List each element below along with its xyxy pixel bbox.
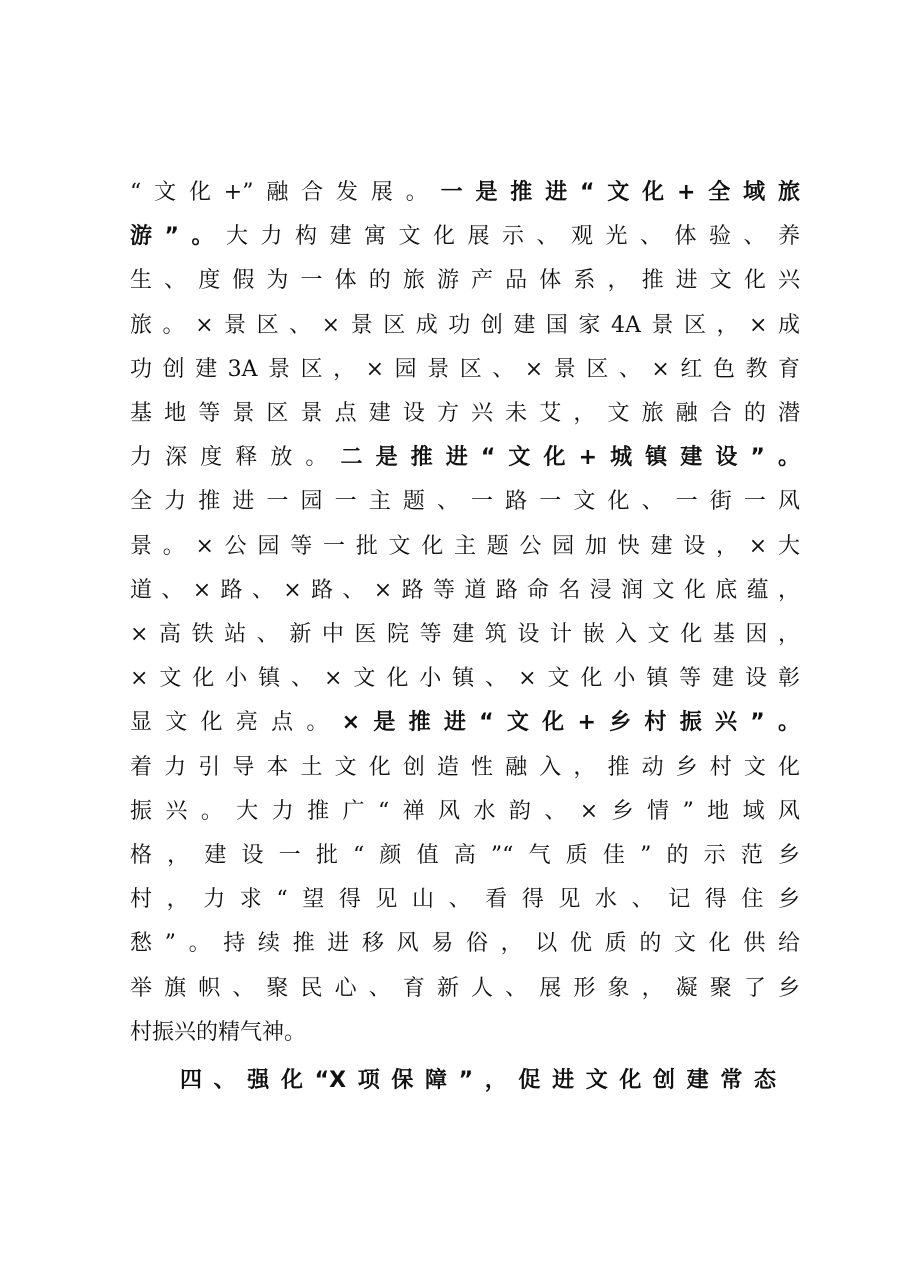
text-line <box>130 615 800 655</box>
text-segment: 愁”。持续推进移风易俗，以优质的文化供给 <box>130 931 800 957</box>
text-line <box>130 748 800 788</box>
section-heading: 四、强化“X项保障”，促进文化创建常态 <box>180 1068 776 1093</box>
text-line <box>130 261 800 301</box>
text-segment: 功创建3A景区，×园景区、×景区、×红色教育 <box>130 356 800 382</box>
text-segment: 村，力求“望得见山、看得见水、记得住乡 <box>130 887 800 913</box>
text-line <box>130 969 800 1009</box>
text-line <box>130 836 800 876</box>
text-line <box>130 217 800 257</box>
bold-text-segment: ×是推进“文化+乡村振兴”。 <box>341 710 800 736</box>
text-line <box>130 703 800 743</box>
text-segment: ×文化小镇、×文化小镇、×文化小镇等建设彰 <box>130 666 800 692</box>
text-line <box>130 173 800 213</box>
text-segment: 着力引导本土文化创造性融入，推动乡村文化 <box>130 754 800 780</box>
text-line <box>130 1013 800 1053</box>
text-segment: 旅。×景区、×景区成功创建国家4A景区，×成 <box>130 312 800 338</box>
text-segment: 显文化亮点。 <box>130 710 342 736</box>
text-line <box>130 792 800 832</box>
text-segment: 基地等景区景点建设方兴未艾，文旅融合的潜 <box>130 401 800 426</box>
bold-text-segment: 游”。 <box>130 224 226 250</box>
text-segment: 大力构建寓文化展示、观光、体验、养 <box>225 224 800 250</box>
text-line <box>130 306 800 346</box>
text-segment: “文化+”融合发展。 <box>130 180 441 205</box>
text-line <box>130 659 800 699</box>
text-segment: 道、×路、×路、×路等道路命名浸润文化底蕴， <box>130 577 800 603</box>
text-line <box>130 394 800 434</box>
text-segment: 振兴。大力推广“禅风水韵、×乡情”地域风 <box>130 798 800 824</box>
text-line <box>130 571 800 611</box>
text-line <box>130 350 800 390</box>
text-line <box>130 880 800 920</box>
text-segment: 格，建设一批“颜值高”“气质佳”的示范乡 <box>130 843 800 868</box>
text-segment: 生、度假为一体的旅游产品体系，推进文化兴 <box>130 268 800 294</box>
bold-text-segment: 一是推进“文化+全域旅 <box>440 180 800 205</box>
text-line <box>130 438 800 478</box>
text-segment: 村振兴的精气神。 <box>130 1019 307 1045</box>
text-segment: ×高铁站、新中医院等建筑设计嵌入文化基因， <box>130 622 800 647</box>
text-line <box>130 527 800 567</box>
bold-text-segment: 二是推进“文化+城镇建设”。 <box>340 445 800 471</box>
text-segment: 举旗帜、聚民心、育新人、展形象，凝聚了乡 <box>130 975 800 1001</box>
text-line <box>130 482 800 522</box>
text-segment: 力深度释放。 <box>130 445 341 471</box>
text-segment: 景。×公园等一批文化主题公园加快建设，×大 <box>130 533 800 559</box>
text-line <box>130 924 800 964</box>
text-segment: 全力推进一园一主题、一路一文化、一街一风 <box>130 489 800 515</box>
